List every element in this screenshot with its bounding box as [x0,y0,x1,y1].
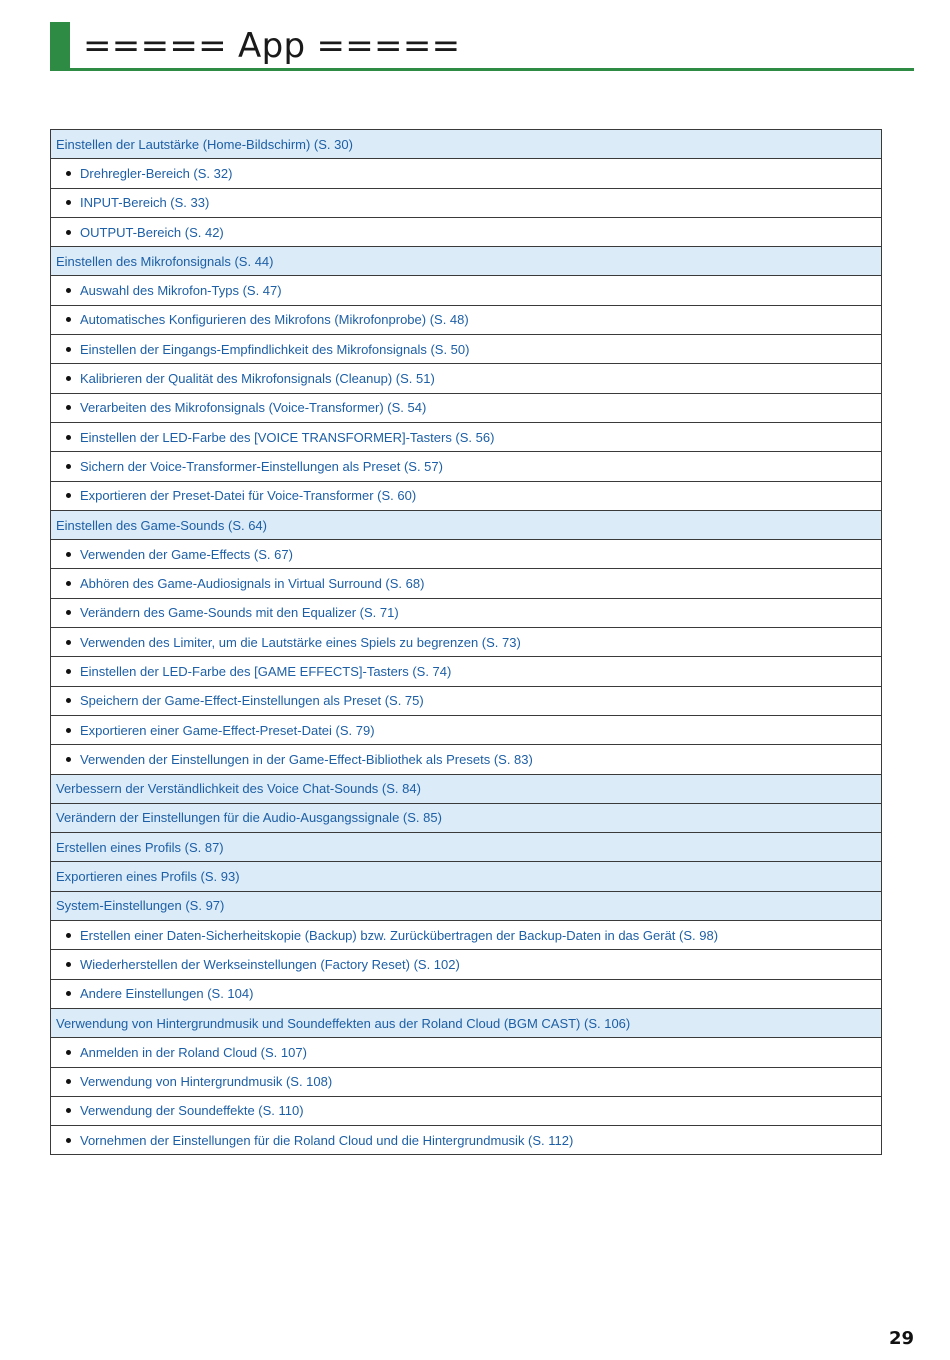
toc-item-link[interactable]: Einstellen der Eingangs-Empfindlichkeit des Mikrofonsignals (S. 50) [80,341,470,357]
toc-item-row[interactable] [51,599,881,628]
toc-section-row[interactable] [51,1009,881,1038]
bullet-icon [66,317,71,322]
bullet-icon [66,962,71,967]
toc-item-link[interactable]: OUTPUT-Bereich (S. 42) [80,224,224,240]
toc-item-link[interactable]: Sichern der Voice-Transformer-Einstellungen als Preset (S. 57) [80,458,443,474]
bullet-icon [66,669,71,674]
toc-item-row[interactable] [51,569,881,598]
toc-item-row[interactable] [51,189,881,218]
page-title: ===== App ===== [83,26,461,66]
toc-item-row[interactable] [51,980,881,1009]
toc-item-row[interactable] [51,1068,881,1097]
toc-item-link[interactable]: Kalibrieren der Qualität des Mikrofonsignals (Cleanup) (S. 51) [80,371,435,387]
bullet-icon [66,757,71,762]
bullet-icon [66,991,71,996]
toc-section-link[interactable]: Einstellen der Lautstärke (Home-Bildschirm) (S. 30) [56,136,353,152]
toc-item-row[interactable] [51,1097,881,1126]
toc-item-link[interactable]: Einstellen der LED-Farbe des [VOICE TRANSFORMER]-Tasters (S. 56) [80,429,495,445]
toc-section-row[interactable] [51,833,881,862]
page-header [50,22,914,71]
page-number: 29 [888,1328,914,1349]
toc-section-row[interactable] [51,804,881,833]
toc-item-link[interactable]: Exportieren einer Game-Effect-Preset-Datei (S. 79) [80,722,375,738]
toc-item-link[interactable]: Vornehmen der Einstellungen für die Roland Cloud und die Hintergrundmusik (S. 112) [80,1132,574,1148]
toc-item-link[interactable]: Automatisches Konfigurieren des Mikrofons (Mikrofonprobe) (S. 48) [80,312,469,328]
toc-item-link[interactable]: Verwenden der Einstellungen in der Game-Effect-Bibliothek als Presets (S. 83) [80,751,533,767]
toc-section-link[interactable]: System-Einstellungen (S. 97) [56,898,225,914]
bullet-icon [66,1050,71,1055]
toc-item-row[interactable] [51,921,881,950]
toc-section-link[interactable]: Verwendung von Hintergrundmusik und Soundeffekten aus der Roland Cloud (BGM CAST) (S. 106) [56,1015,631,1031]
bullet-icon [66,493,71,498]
bullet-icon [66,171,71,176]
bullet-icon [66,1079,71,1084]
toc-item-row[interactable] [51,218,881,247]
toc-section-link[interactable]: Exportieren eines Profils (S. 93) [56,869,240,885]
bullet-icon [66,1138,71,1143]
toc-item-row[interactable] [51,364,881,393]
bullet-icon [66,464,71,469]
toc-section-row[interactable] [51,775,881,804]
toc-item-row[interactable] [51,335,881,364]
bullet-icon [66,581,71,586]
header-accent-bar [50,22,70,71]
bullet-icon [66,610,71,615]
toc-item-link[interactable]: Anmelden in der Roland Cloud (S. 107) [80,1044,307,1060]
toc-section-row[interactable] [51,247,881,276]
toc-item-row[interactable] [51,950,881,979]
toc-item-row[interactable] [51,306,881,335]
bullet-icon [66,552,71,557]
toc-item-link[interactable]: Auswahl des Mikrofon-Typs (S. 47) [80,283,282,299]
bullet-icon [66,698,71,703]
toc-item-link[interactable]: Abhören des Game-Audiosignals in Virtual Surround (S. 68) [80,576,425,592]
toc-item-row[interactable] [51,452,881,481]
toc-item-row[interactable] [51,482,881,511]
bullet-icon [66,728,71,733]
toc-item-row[interactable] [51,745,881,774]
toc-section-link[interactable]: Verbessern der Verständlichkeit des Voice Chat-Sounds (S. 84) [56,781,421,797]
toc-item-link[interactable]: Verwendung von Hintergrundmusik (S. 108) [80,1074,333,1090]
header-rule [50,68,914,71]
toc-item-link[interactable]: INPUT-Bereich (S. 33) [80,195,210,211]
toc-item-link[interactable]: Speichern der Game-Effect-Einstellungen als Preset (S. 75) [80,693,424,709]
bullet-icon [66,288,71,293]
toc-item-link[interactable]: Verwenden der Game-Effects (S. 67) [80,546,293,562]
toc-section-row[interactable] [51,130,881,159]
bullet-icon [66,230,71,235]
bullet-icon [66,405,71,410]
toc-section-link[interactable]: Erstellen eines Profils (S. 87) [56,839,224,855]
toc-item-link[interactable]: Wiederherstellen der Werkseinstellungen (Factory Reset) (S. 102) [80,956,460,972]
toc-item-row[interactable] [51,1038,881,1067]
toc-item-link[interactable]: Einstellen der LED-Farbe des [GAME EFFECTS]-Tasters (S. 74) [80,663,452,679]
toc-item-link[interactable]: Verwenden des Limiter, um die Lautstärke eines Spiels zu begrenzen (S. 73) [80,634,521,650]
toc-item-link[interactable]: Andere Einstellungen (S. 104) [80,986,254,1002]
toc-item-row[interactable] [51,423,881,452]
toc-item-row[interactable] [51,657,881,686]
toc-item-row[interactable] [51,394,881,423]
toc-item-link[interactable]: Exportieren der Preset-Datei für Voice-Transformer (S. 60) [80,488,417,504]
toc-section-row[interactable] [51,862,881,891]
toc-item-row[interactable] [51,276,881,305]
toc-item-row[interactable] [51,687,881,716]
toc-item-row[interactable] [51,716,881,745]
toc-item-link[interactable]: Verändern des Game-Sounds mit den Equalizer (S. 71) [80,605,399,621]
bullet-icon [66,640,71,645]
toc-section-row[interactable] [51,511,881,540]
toc-section-row[interactable] [51,892,881,921]
toc-section-link[interactable]: Verändern der Einstellungen für die Audio-Ausgangssignale (S. 85) [56,810,442,826]
bullet-icon [66,1108,71,1113]
toc-table [50,129,882,1155]
bullet-icon [66,933,71,938]
toc-section-link[interactable]: Einstellen des Game-Sounds (S. 64) [56,517,267,533]
toc-item-row[interactable] [51,540,881,569]
bullet-icon [66,376,71,381]
toc-item-row[interactable] [51,1126,881,1155]
bullet-icon [66,200,71,205]
toc-item-link[interactable]: Erstellen einer Daten-Sicherheitskopie (Backup) bzw. Zurückübertragen der Backup-Daten in das Gerät (S. 98) [80,927,719,943]
toc-item-link[interactable]: Drehregler-Bereich (S. 32) [80,165,233,181]
bullet-icon [66,435,71,440]
bullet-icon [66,347,71,352]
toc-item-row[interactable] [51,628,881,657]
toc-item-link[interactable]: Verwendung der Soundeffekte (S. 110) [80,1103,304,1119]
toc-item-link[interactable]: Verarbeiten des Mikrofonsignals (Voice-Transformer) (S. 54) [80,400,427,416]
toc-item-row[interactable] [51,159,881,188]
toc-section-link[interactable]: Einstellen des Mikrofonsignals (S. 44) [56,253,274,269]
